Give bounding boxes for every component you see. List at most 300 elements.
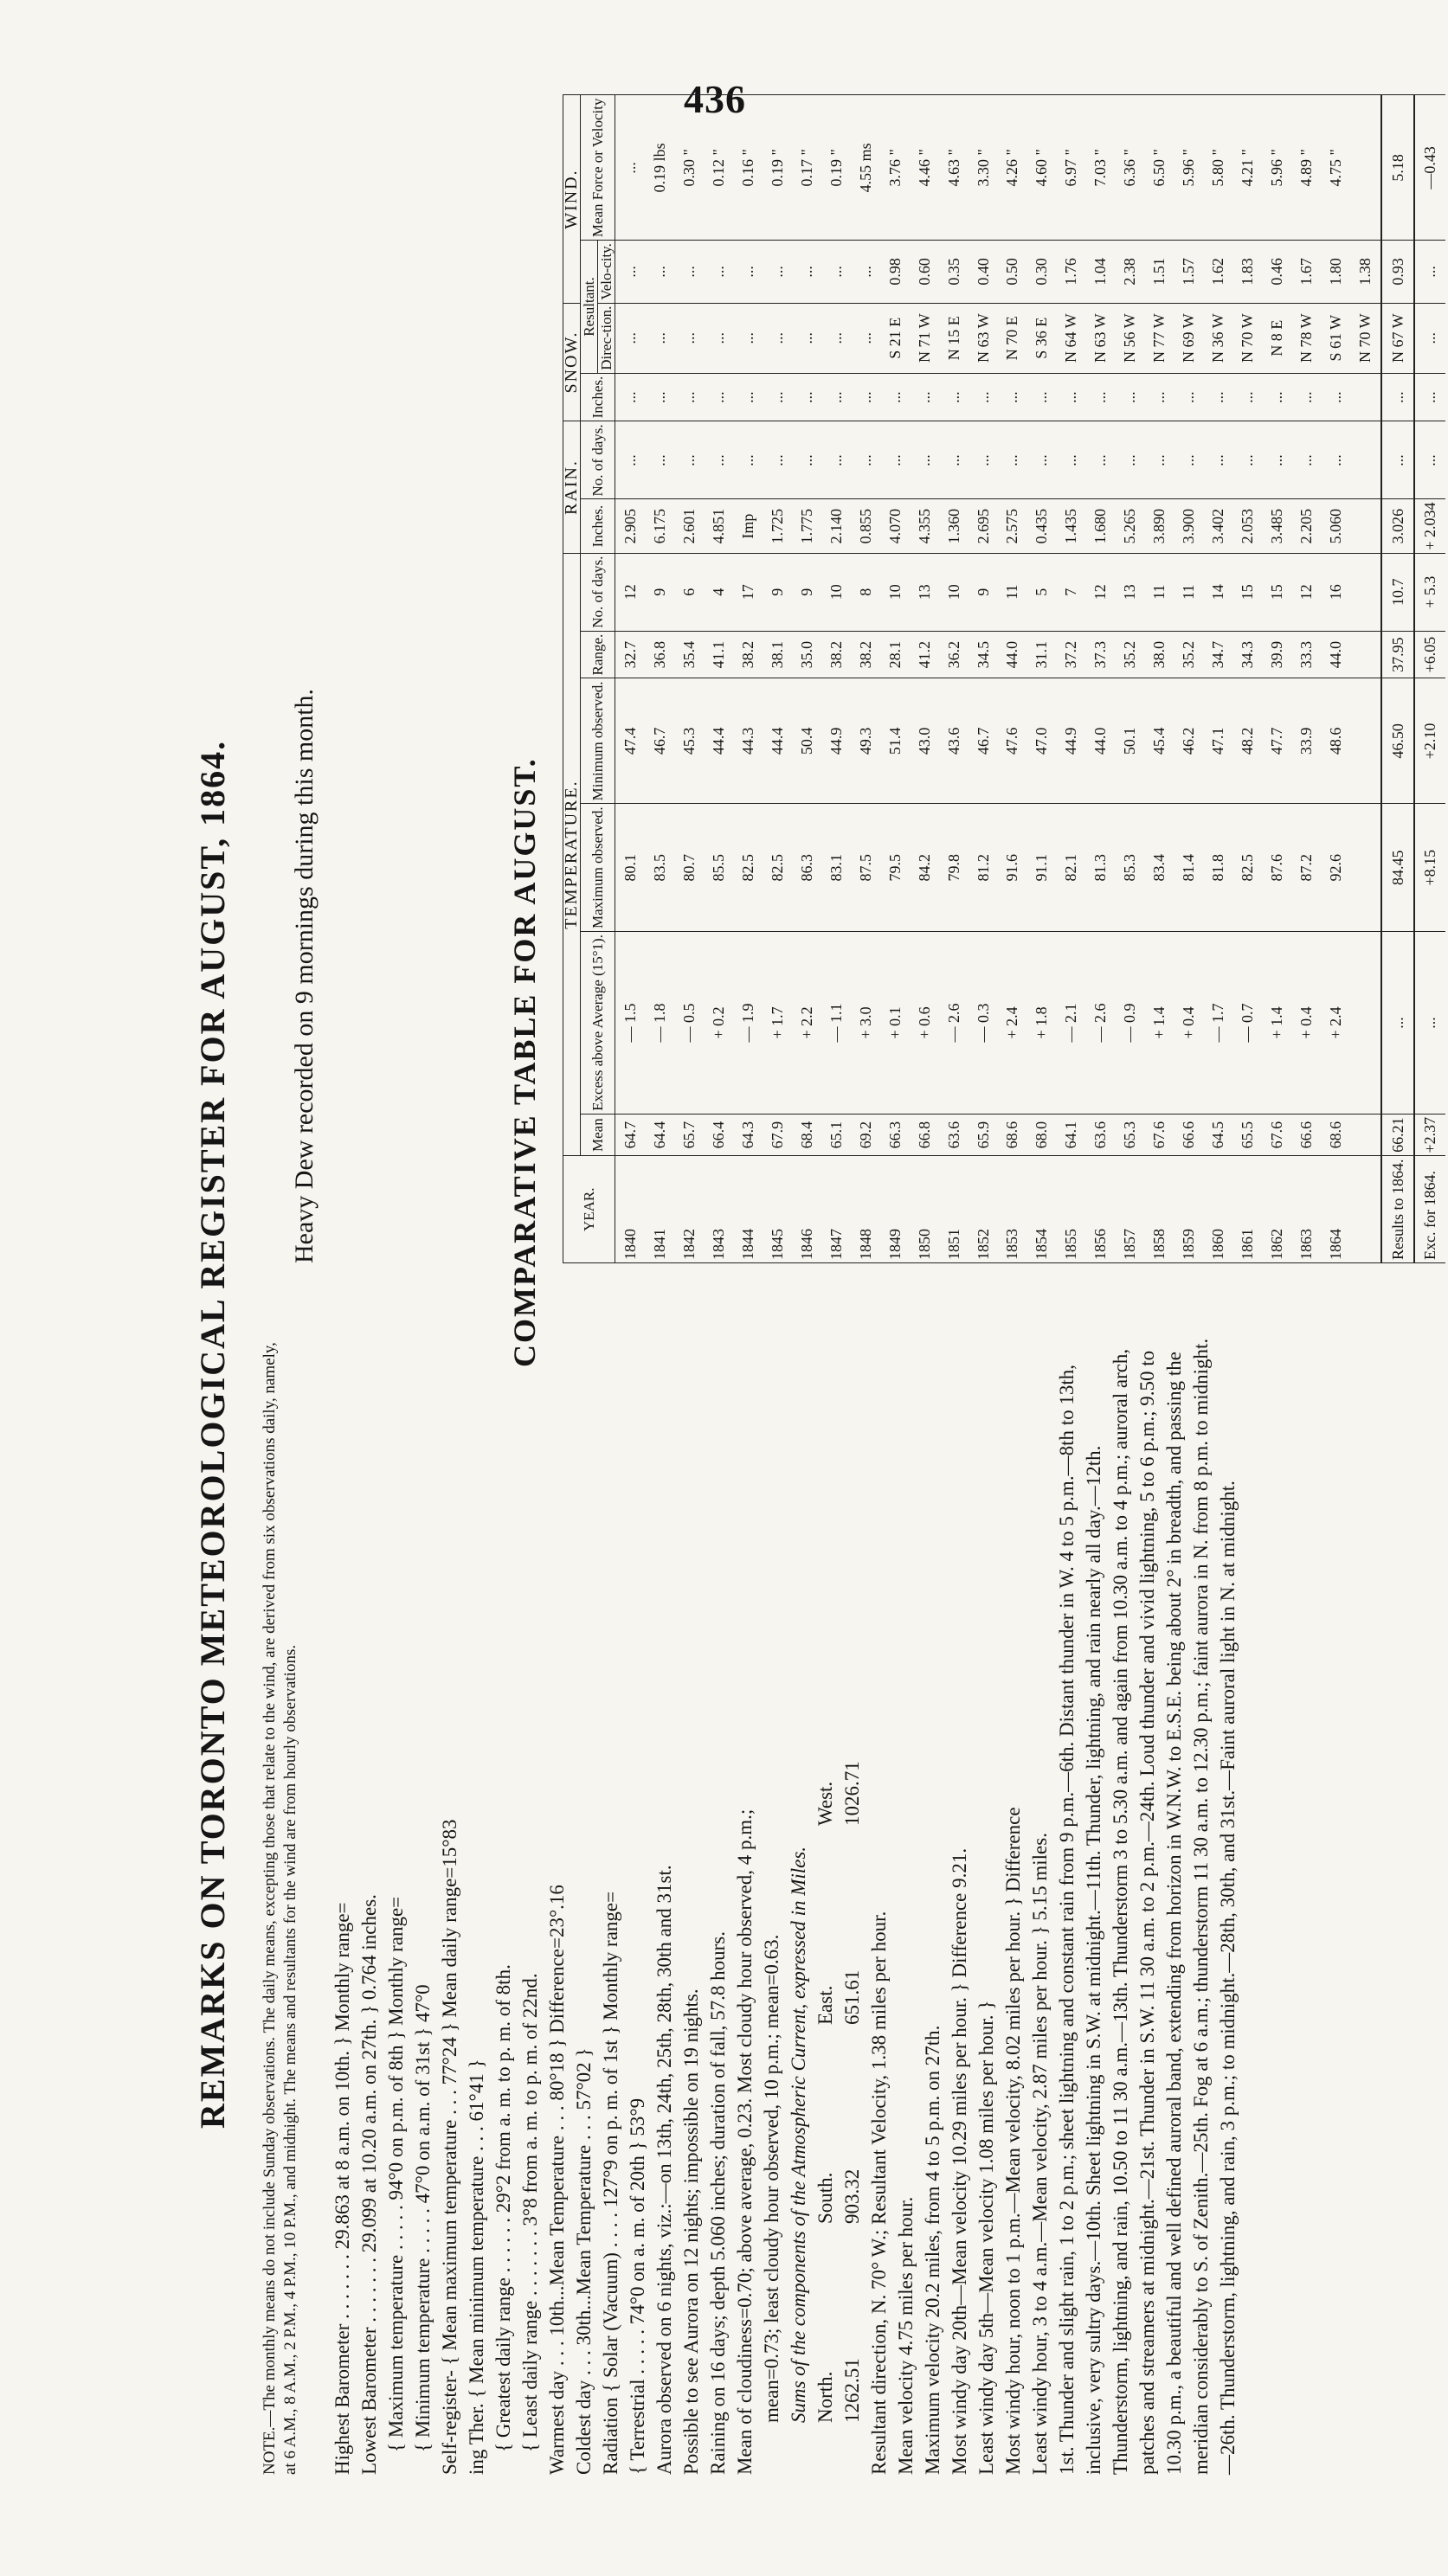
- table-cell: 46.50: [1381, 678, 1414, 804]
- table-cell: 2.695: [969, 499, 998, 553]
- table-cell: 1855: [1057, 1156, 1086, 1263]
- table-cell: 33.9: [1292, 678, 1322, 804]
- table-cell: 35.4: [674, 631, 704, 678]
- table-cell: 66.21: [1381, 1114, 1414, 1156]
- table-cell: 1848: [851, 1156, 880, 1263]
- table-cell: 38.2: [733, 631, 763, 678]
- table-cell: N 63 W: [969, 303, 998, 373]
- table-cell: 82.5: [1233, 804, 1263, 932]
- table-cell: ...: [1414, 932, 1445, 1115]
- table-cell: ...: [821, 373, 851, 421]
- table-cell: 34.5: [969, 631, 998, 678]
- table-cell: 4.21 ": [1233, 95, 1263, 241]
- table-row: [998, 95, 1027, 1263]
- table-cell: ...: [733, 421, 763, 499]
- table-cell: 15: [1263, 553, 1292, 631]
- table-cell: 12: [1086, 553, 1116, 631]
- table-body: [615, 95, 1446, 1263]
- table-cell: ...: [1027, 373, 1057, 421]
- table-cell: N 67 W: [1381, 303, 1414, 373]
- table-cell: 0.40: [969, 241, 998, 303]
- table-cell: ...: [998, 421, 1027, 499]
- table-cell: 9: [792, 553, 821, 631]
- table-cell: 5: [1027, 553, 1057, 631]
- table-cell: 44.0: [998, 631, 1027, 678]
- table-cell: 65.9: [969, 1114, 998, 1156]
- table-cell: 47.0: [1027, 678, 1057, 804]
- table-cell: 81.4: [1174, 804, 1204, 932]
- table-cell: 38.2: [851, 631, 880, 678]
- table-cell: 47.6: [998, 678, 1027, 804]
- remarks-line: ing Ther. { Mean minimum temperature . . . 61°41 }: [466, 2059, 487, 2475]
- table-cell: 1859: [1174, 1156, 1204, 1263]
- table-cell: 4.60 ": [1027, 95, 1057, 241]
- table-cell: N 15 E: [939, 303, 969, 373]
- table-cell: 4.26 ": [998, 95, 1027, 241]
- remarks-line: Coldest day . . . 30th...Mean Temperature . . . 57°02 }: [573, 2047, 595, 2475]
- table-row: [1292, 95, 1322, 1263]
- table-cell: 1863: [1292, 1156, 1322, 1263]
- excess-row: [1414, 95, 1445, 1263]
- table-cell: 9: [969, 553, 998, 631]
- table-cell: 1846: [792, 1156, 821, 1263]
- remarks-line: Lowest Barometer . . . . . . . 29.099 at 10.20 a.m. on 27th. } 0.764 inches.: [358, 1894, 380, 2475]
- table-cell: 4.75 ": [1322, 95, 1351, 241]
- table-cell: N 78 W: [1292, 303, 1322, 373]
- wind-remark-line: Least windy day 5th—Mean velocity 1.08 miles per hour. }: [975, 2000, 997, 2475]
- table-cell: ...: [851, 421, 880, 499]
- table-cell: 11: [1145, 553, 1174, 631]
- table-cell: S 21 E: [880, 303, 910, 373]
- table-cell: + 0.2: [704, 932, 733, 1115]
- table-cell: 51.4: [880, 678, 910, 804]
- table-cell: 4.89 ": [1292, 95, 1322, 241]
- table-cell: ...: [880, 373, 910, 421]
- table-cell: 10: [821, 553, 851, 631]
- group-snow: SNOW.: [563, 303, 581, 421]
- table-cell: — 1.1: [821, 932, 851, 1115]
- table-cell: ...: [969, 421, 998, 499]
- table-cell: 67.9: [763, 1114, 792, 1156]
- remarks-line: Raining on 16 days; depth 5.060 inches; duration of fall, 57.8 hours.: [707, 1931, 729, 2475]
- table-cell: 36.8: [645, 631, 674, 678]
- table-cell: 43.0: [910, 678, 939, 804]
- table-cell: 0.50: [998, 241, 1027, 303]
- results-row: [1381, 95, 1414, 1263]
- table-cell: 0.17 ": [792, 95, 821, 241]
- table-cell: 1850: [910, 1156, 939, 1263]
- table-row: [821, 95, 851, 1263]
- table-cell: 17: [733, 553, 763, 631]
- table-cell: 63.6: [1086, 1114, 1116, 1156]
- table-cell: ...: [792, 373, 821, 421]
- table-cell: ...: [645, 373, 674, 421]
- components-value: 1026.71: [841, 1761, 863, 1826]
- table-cell: N 8 E: [1263, 303, 1292, 373]
- table-cell: ...: [1174, 373, 1204, 421]
- table-cell: 1.04: [1086, 241, 1116, 303]
- table-cell: 6.36 ": [1116, 95, 1145, 241]
- table-cell: 5.80 ": [1204, 95, 1233, 241]
- table-cell: ...: [1057, 421, 1086, 499]
- col-range: Range.: [581, 631, 615, 678]
- table-cell: ...: [704, 373, 733, 421]
- remarks-line: Mean of cloudiness=0.70; above average, 0.23. Most cloudy hour observed, 4 p.m.;: [734, 1808, 756, 2475]
- table-cell: ...: [1381, 932, 1414, 1115]
- table-cell: 1.680: [1086, 499, 1116, 553]
- table-cell: — 1.8: [645, 932, 674, 1115]
- table-cell: 2.140: [821, 499, 851, 553]
- col-snow-inches: Inches.: [581, 373, 615, 421]
- table-row: [704, 95, 733, 1263]
- table-cell: + 0.4: [1174, 932, 1204, 1115]
- table-cell: 46.2: [1174, 678, 1204, 804]
- table-cell: + 2.034: [1414, 499, 1445, 553]
- table-cell: [1351, 932, 1382, 1115]
- remarks-line: { Greatest daily range . . . . . . 29°2 from a. m. to p. m. of 8th.: [492, 1964, 514, 2452]
- table-cell: 82.5: [733, 804, 763, 932]
- table-cell: ...: [1116, 373, 1145, 421]
- table-cell: 44.3: [733, 678, 763, 804]
- remarks-body: [329, 1324, 1241, 2475]
- table-cell: ...: [674, 421, 704, 499]
- table-cell: 0.12 ": [704, 95, 733, 241]
- table-row: [1322, 95, 1351, 1263]
- table-cell: 4.63 ": [939, 95, 969, 241]
- table-cell: 31.1: [1027, 631, 1057, 678]
- table-cell: ...: [704, 241, 733, 303]
- table-cell: 48.2: [1233, 678, 1263, 804]
- table-row: [1027, 95, 1057, 1263]
- table-cell: 48.6: [1322, 678, 1351, 804]
- components-values: [839, 1324, 866, 2475]
- remarks-line: Highest Barometer . . . . . . . 29.863 at 8 a.m. on 10th. } Monthly range=: [331, 1902, 353, 2475]
- table-cell: 28.1: [880, 631, 910, 678]
- table-cell: 44.4: [763, 678, 792, 804]
- col-mean: Mean: [581, 1114, 615, 1156]
- table-cell: 4.55 ms: [851, 95, 880, 241]
- table-cell: 3.30 ": [969, 95, 998, 241]
- table-cell: 66.8: [910, 1114, 939, 1156]
- table-cell: [1351, 499, 1382, 553]
- table-cell: 3.026: [1381, 499, 1414, 553]
- table-cell: ...: [1414, 421, 1445, 499]
- table-cell: [1351, 553, 1382, 631]
- table-cell: ...: [969, 373, 998, 421]
- table-cell: ...: [792, 241, 821, 303]
- table-cell: 1844: [733, 1156, 763, 1263]
- table-cell: ...: [1263, 373, 1292, 421]
- table-row: [615, 95, 646, 1263]
- table-cell: ...: [792, 303, 821, 373]
- table-cell: 5.18: [1381, 95, 1414, 241]
- table-cell: 0.855: [851, 499, 880, 553]
- table-cell: 1861: [1233, 1156, 1263, 1263]
- table-cell: ...: [910, 421, 939, 499]
- components-value: 651.61: [841, 1969, 863, 2025]
- components-value: 903.32: [841, 2168, 863, 2224]
- table-cell: [1351, 1156, 1382, 1263]
- table-cell: 64.7: [615, 1114, 646, 1156]
- remarks-line: Possible to see Aurora on 12 nights; impossible on 19 nights.: [680, 1988, 702, 2475]
- remarks-line: Radiation { Solar (Vacuum) . . . . 127°9 on p. m. of 1st } Monthly range=: [600, 1891, 621, 2475]
- table-cell: ...: [1233, 421, 1263, 499]
- table-cell: + 3.0: [851, 932, 880, 1115]
- rotated-page-content: [130, 98, 1445, 2475]
- table-cell: N 36 W: [1204, 303, 1233, 373]
- table-cell: 1.76: [1057, 241, 1086, 303]
- table-row: [674, 95, 704, 1263]
- table-cell: ...: [1381, 421, 1414, 499]
- table-cell: ...: [615, 241, 646, 303]
- table-cell: ...: [645, 421, 674, 499]
- table-cell: 81.8: [1204, 804, 1233, 932]
- table-cell: 2.205: [1292, 499, 1322, 553]
- table-cell: ...: [939, 373, 969, 421]
- table-cell: ...: [1174, 421, 1204, 499]
- wind-remark-line: Mean velocity 4.75 miles per hour.: [895, 2196, 917, 2475]
- table-row: [1263, 95, 1292, 1263]
- table-cell: 1851: [939, 1156, 969, 1263]
- table-cell: 81.3: [1086, 804, 1116, 932]
- table-cell: 41.2: [910, 631, 939, 678]
- table-cell: 92.6: [1322, 804, 1351, 932]
- table-cell: 34.7: [1204, 631, 1233, 678]
- table-cell: — 0.9: [1116, 932, 1145, 1115]
- group-temperature: TEMPERATURE.: [563, 553, 581, 1156]
- components-title: Sums of the components of the Atmospheric Current, expressed in Miles.: [788, 1846, 809, 2423]
- table-cell: + 0.4: [1292, 932, 1322, 1115]
- col-velocity: Velo-city.: [598, 241, 615, 303]
- table-row: [733, 95, 763, 1263]
- table-cell: 4: [704, 553, 733, 631]
- table-cell: + 2.2: [792, 932, 821, 1115]
- note-text: NOTE.—The monthly means do not include Sunday observations. The daily means, excepting those that relate to the wind, are derived from six observations daily, namely, at 6 A.M., 8 A.M., 2 P.M., 4 P.M., 10 P.M., and midnight. The means and resultants for the wind are from hourly observations.: [261, 1342, 299, 2475]
- table-cell: ...: [1233, 373, 1263, 421]
- table-cell: 0.35: [939, 241, 969, 303]
- table-cell: 67.6: [1263, 1114, 1292, 1156]
- table-cell: 45.3: [674, 678, 704, 804]
- table-cell: 81.2: [969, 804, 998, 932]
- table-cell: 82.5: [763, 804, 792, 932]
- table-cell: ...: [763, 373, 792, 421]
- remarks-line: { Minimum temperature . . . . . 47°0 on a.m. of 31st } 47°0: [412, 1984, 434, 2452]
- table-cell: 0.30: [1027, 241, 1057, 303]
- table-cell: 68.6: [998, 1114, 1027, 1156]
- table-cell: +2.37: [1414, 1114, 1445, 1156]
- table-row: [1233, 95, 1263, 1263]
- components-headers: [812, 1324, 839, 2475]
- table-cell: 44.9: [1057, 678, 1086, 804]
- table-cell: 32.7: [615, 631, 646, 678]
- table-cell: 10: [880, 553, 910, 631]
- table-row: [1086, 95, 1116, 1263]
- table-cell: N 71 W: [910, 303, 939, 373]
- table-cell: — 0.7: [1233, 932, 1263, 1115]
- table-cell: 7: [1057, 553, 1086, 631]
- table-cell: 49.3: [851, 678, 880, 804]
- table-cell: 38.0: [1145, 631, 1174, 678]
- table-cell: 41.1: [704, 631, 733, 678]
- table-cell: 0.19 ": [763, 95, 792, 241]
- table-cell: 91.6: [998, 804, 1027, 932]
- table-cell: 1853: [998, 1156, 1027, 1263]
- table-cell: — 2.6: [939, 932, 969, 1115]
- table-cell: 67.6: [1145, 1114, 1174, 1156]
- table-cell: 15: [1233, 553, 1263, 631]
- table-cell: 33.3: [1292, 631, 1322, 678]
- weather-diary: 1st. Thunder and slight rain, 1 to 2 p.m.; sheet lightning and constant rain from 9 p.m.—6th. Distant thunder in W. 4 to 5 p.m.—8th to 13th, inclusive, very sultry days.—10th. Sheet lightning in S.W. at midnight.—11th. Thunder, lightning, and rain nearly all day.—12th. Thunderstorm, lightning, and rain, 10.50 to 11 30 a.m.—13th. Thunderstorm 3 to 5.30 a.m. and again from 10.30 a.m. to 4 p.m.; auroral arch, patches and streamers at midnight.—21st. Thunder in S.W. 11 30 a.m. to 2 p.m.—24th. Loud thunder and vivid lightning, 5 to 6 p.m.; 9.50 to 10.30 p.m., a beautiful and well defined auroral band, extending from horizon in W.N.W. to E.S.E. being about 2° in breadth, and passing the meridian considerably to S. of Zenith.—25th. Fog at 6 a.m.; thunderstorm 11 30 a.m. to 12.30 p.m.; faint aurora in N. from 8 p.m. to midnight.—26th. Thunderstorm, lightning, and rain, 3 p.m.; to midnight.—28th, 30th, and 31st.—Faint auroral light in N. at midnight.: [1056, 1338, 1239, 2475]
- remarks-line: Aurora observed on 6 nights, viz.:—on 13th, 24th, 25th, 28th, 30th and 31st.: [653, 1865, 675, 2475]
- table-cell: ...: [1292, 373, 1322, 421]
- table-cell: 14: [1204, 553, 1233, 631]
- col-max: Maximum observed.: [581, 804, 615, 932]
- table-cell: 3.402: [1204, 499, 1233, 553]
- table-cell: N 64 W: [1057, 303, 1086, 373]
- remarks-line: { Least daily range . . . . . . . 3°8 from a. m. to p. m. of 22nd.: [519, 1973, 541, 2452]
- table-cell: 64.3: [733, 1114, 763, 1156]
- table-cell: 84.45: [1381, 804, 1414, 932]
- table-cell: 68.0: [1027, 1114, 1057, 1156]
- table-cell: 2.575: [998, 499, 1027, 553]
- table-cell: 7.03 ": [1086, 95, 1116, 241]
- table-row: [1145, 95, 1174, 1263]
- table-cell: N 70 E: [998, 303, 1027, 373]
- table-cell: ...: [851, 303, 880, 373]
- table-cell: 5.265: [1116, 499, 1145, 553]
- table-cell: 1847: [821, 1156, 851, 1263]
- table-cell: 64.5: [1204, 1114, 1233, 1156]
- table-row: [1204, 95, 1233, 1263]
- table-cell: 85.3: [1116, 804, 1145, 932]
- table-cell: 45.4: [1145, 678, 1174, 804]
- table-cell: + 0.1: [880, 932, 910, 1115]
- wind-remark-line: Resultant direction, N. 70° W.; Resultant Velocity, 1.38 miles per hour.: [868, 1911, 890, 2475]
- table-cell: N 63 W: [1086, 303, 1116, 373]
- table-cell: 80.7: [674, 804, 704, 932]
- group-wind: WIND.: [563, 95, 581, 303]
- table-cell: 1845: [763, 1156, 792, 1263]
- table-cell: N 70 W: [1233, 303, 1263, 373]
- table-cell: + 1.4: [1263, 932, 1292, 1115]
- table-cell: 6.97 ": [1057, 95, 1086, 241]
- table-cell: 37.3: [1086, 631, 1116, 678]
- components-value: 1262.51: [841, 2358, 863, 2423]
- table-cell: ...: [733, 373, 763, 421]
- table-cell: — 1.7: [1204, 932, 1233, 1115]
- table-cell: 1857: [1116, 1156, 1145, 1263]
- table-title: COMPARATIVE TABLE FOR AUGUST.: [507, 757, 542, 1367]
- table-cell: ...: [1204, 421, 1233, 499]
- table-cell: 1858: [1145, 1156, 1174, 1263]
- table-cell: 91.1: [1027, 804, 1057, 932]
- table-cell: 35.0: [792, 631, 821, 678]
- table-cell: ...: [910, 373, 939, 421]
- table-cell: 5.96 ": [1263, 95, 1292, 241]
- table-cell: ...: [733, 241, 763, 303]
- table-cell: ...: [1414, 373, 1445, 421]
- table-cell: ...: [704, 303, 733, 373]
- table-cell: 1.62: [1204, 241, 1233, 303]
- table-cell: 1842: [674, 1156, 704, 1263]
- table-cell: + 2.4: [998, 932, 1027, 1115]
- table-cell: ...: [1381, 373, 1414, 421]
- table-cell: 1840: [615, 1156, 646, 1263]
- table-cell: 0.16 ": [733, 95, 763, 241]
- table-cell: 1.775: [792, 499, 821, 553]
- table-cell: 44.0: [1086, 678, 1116, 804]
- table-cell: 87.6: [1263, 804, 1292, 932]
- table-cell: 79.8: [939, 804, 969, 932]
- table-cell: 1841: [645, 1156, 674, 1263]
- table-cell: 2.38: [1116, 241, 1145, 303]
- table-cell: S 61 W: [1322, 303, 1351, 373]
- table-cell: 1864: [1322, 1156, 1351, 1263]
- table-row: [1351, 95, 1382, 1263]
- table-cell: N 77 W: [1145, 303, 1174, 373]
- table-cell: 13: [1116, 553, 1145, 631]
- table-cell: Imp: [733, 499, 763, 553]
- table-cell: 79.5: [880, 804, 910, 932]
- remarks-line: { Terrestrial . . . . . 74°0 on a. m. of 20th } 53°9: [627, 2097, 648, 2475]
- table-cell: 1.360: [939, 499, 969, 553]
- table-cell: [1351, 95, 1382, 241]
- page-number: 436: [684, 77, 746, 121]
- comparative-table-wrap: [562, 98, 1445, 1263]
- table-cell: 0.93: [1381, 241, 1414, 303]
- table-cell: ...: [998, 373, 1027, 421]
- table-cell: + 2.4: [1322, 932, 1351, 1115]
- table-cell: ...: [1116, 421, 1145, 499]
- table-cell: 5.96 ": [1174, 95, 1204, 241]
- table-cell: — 0.3: [969, 932, 998, 1115]
- table-row: [1057, 95, 1086, 1263]
- table-cell: 10.7: [1381, 553, 1414, 631]
- table-cell: 43.6: [939, 678, 969, 804]
- col-excess: Excess above Average (15°1).: [581, 932, 615, 1115]
- table-cell: 85.5: [704, 804, 733, 932]
- table-cell: 0.435: [1027, 499, 1057, 553]
- remarks-line: Warmest day . . . 10th...Mean Temperature . . . 80°18 } Difference=23°.16: [546, 1885, 568, 2475]
- table-cell: 39.9: [1263, 631, 1292, 678]
- table-cell: — 1.9: [733, 932, 763, 1115]
- table-cell: [1351, 631, 1382, 678]
- table-cell: 65.3: [1116, 1114, 1145, 1156]
- table-cell: 0.30 ": [674, 95, 704, 241]
- group-rain: RAIN.: [563, 421, 581, 553]
- comparative-table: [563, 95, 1445, 1264]
- table-cell: 87.5: [851, 804, 880, 932]
- wind-remarks: [866, 1324, 1053, 2475]
- table-cell: [1351, 373, 1382, 421]
- table-cell: 64.4: [645, 1114, 674, 1156]
- table-cell: + 5.3: [1414, 553, 1445, 631]
- components-header: West.: [814, 1781, 836, 1826]
- table-cell: 66.6: [1174, 1114, 1204, 1156]
- table-cell: ...: [674, 373, 704, 421]
- table-cell: 1.51: [1145, 241, 1174, 303]
- table-cell: [1351, 678, 1382, 804]
- table-cell: ...: [704, 421, 733, 499]
- table-cell: 65.5: [1233, 1114, 1263, 1156]
- table-row: [792, 95, 821, 1263]
- remarks-line: Self-register- { Mean maximum temperature . . . 77°24 } Mean daily range=15°83: [439, 1819, 460, 2475]
- table-row: [939, 95, 969, 1263]
- table-row: [851, 95, 880, 1263]
- table-row: [1174, 95, 1204, 1263]
- table-cell: 0.19 ": [821, 95, 851, 241]
- table-cell: 44.9: [821, 678, 851, 804]
